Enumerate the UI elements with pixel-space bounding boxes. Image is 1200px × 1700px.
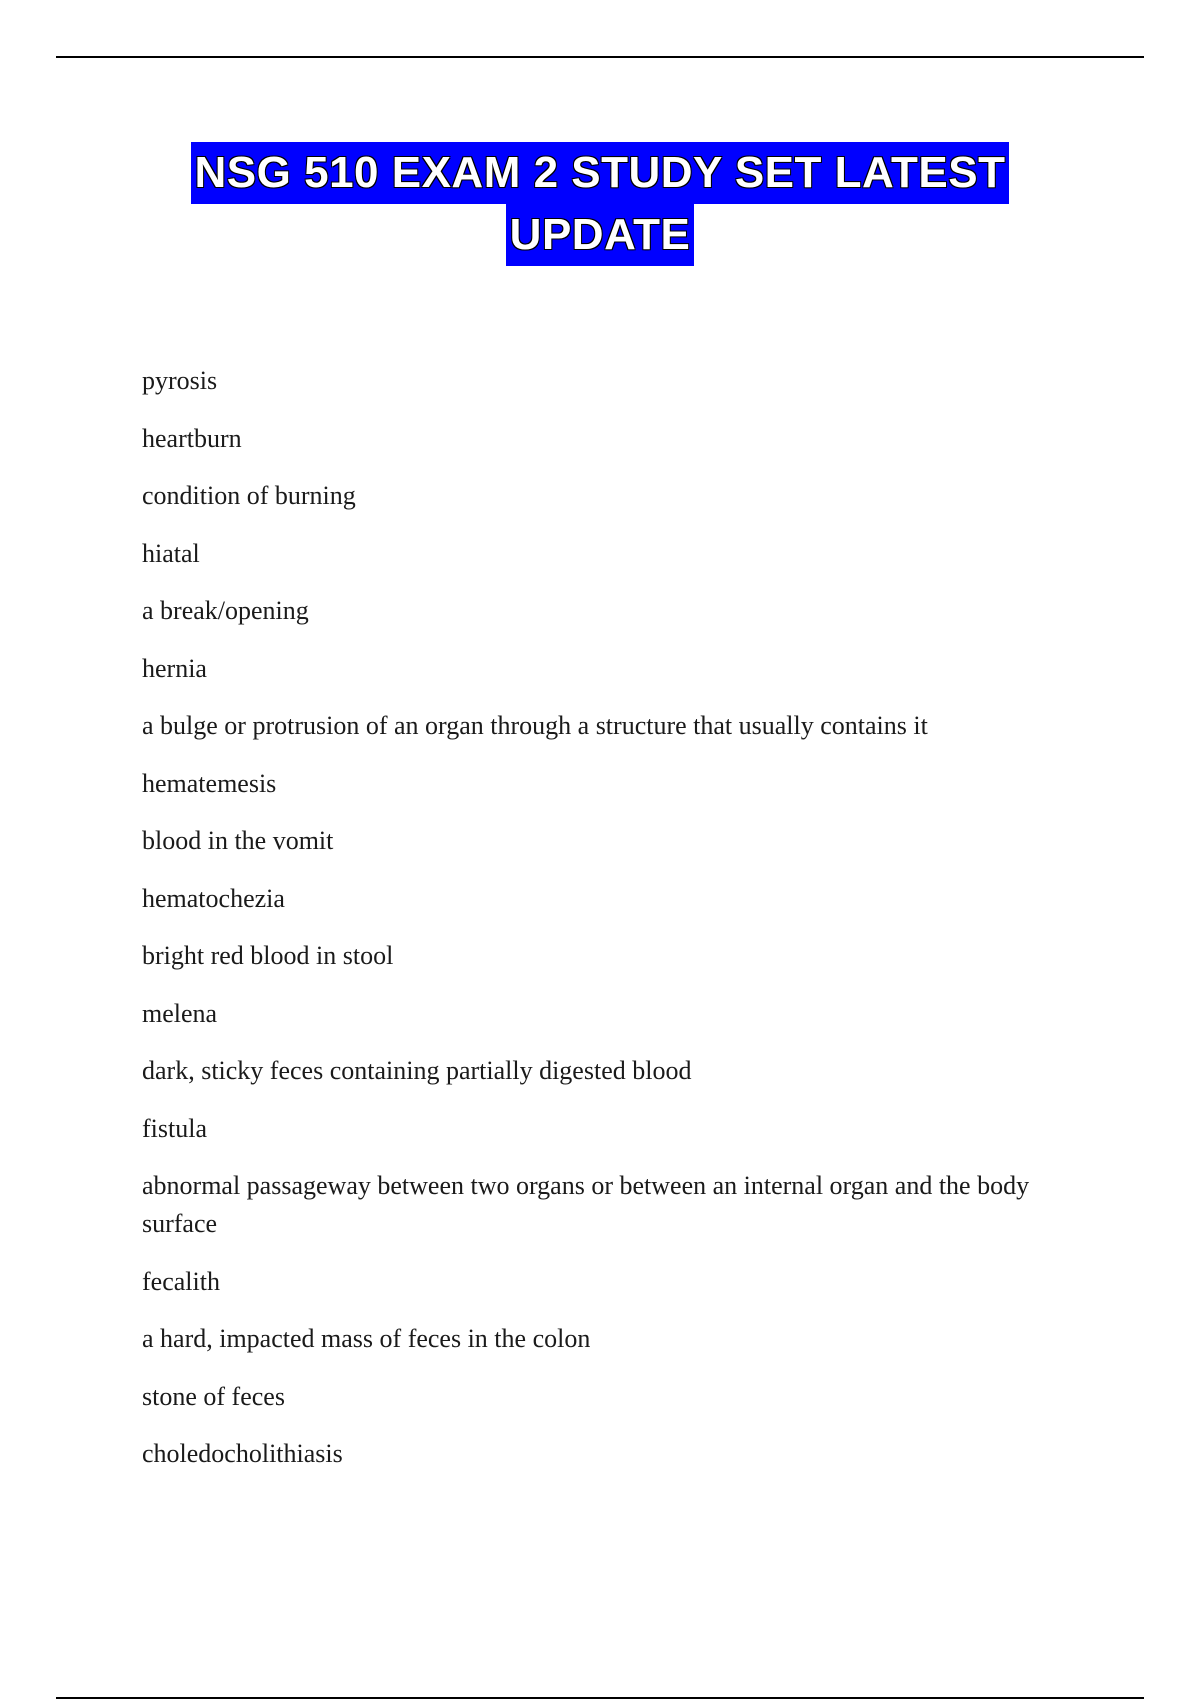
list-item: hernia <box>142 653 207 683</box>
list-item: bright red blood in stool <box>142 941 394 970</box>
list-item: hematemesis <box>142 768 277 798</box>
list-item: hiatal <box>142 538 200 568</box>
list-item: heartburn <box>142 423 242 453</box>
title-line-1: NSG 510 EXAM 2 STUDY SET LATEST <box>191 142 1010 204</box>
study-term-list <box>142 362 1062 1493</box>
list-item: dark, sticky feces containing partially digested blood <box>142 1056 692 1085</box>
list-item: hematochezia <box>142 883 285 913</box>
list-item: a bulge or protrusion of an organ through a structure that usually contains it <box>142 711 928 740</box>
list-item: a break/opening <box>142 596 309 625</box>
bottom-rule <box>56 1697 1144 1699</box>
list-item: fecalith <box>142 1266 220 1296</box>
title-line-2: UPDATE <box>506 204 695 266</box>
list-item: abnormal passageway between two organs or between an internal organ and the body surface <box>142 1171 1030 1238</box>
list-item: stone of feces <box>142 1381 285 1411</box>
document-title <box>0 142 1200 266</box>
list-item: choledocholithiasis <box>142 1439 343 1468</box>
top-rule <box>56 56 1144 58</box>
list-item: condition of burning <box>142 481 356 510</box>
list-item: melena <box>142 998 218 1028</box>
list-item: blood in the vomit <box>142 826 334 855</box>
list-item: pyrosis <box>142 366 218 395</box>
list-item: a hard, impacted mass of feces in the colon <box>142 1324 591 1353</box>
list-item: fistula <box>142 1113 207 1143</box>
